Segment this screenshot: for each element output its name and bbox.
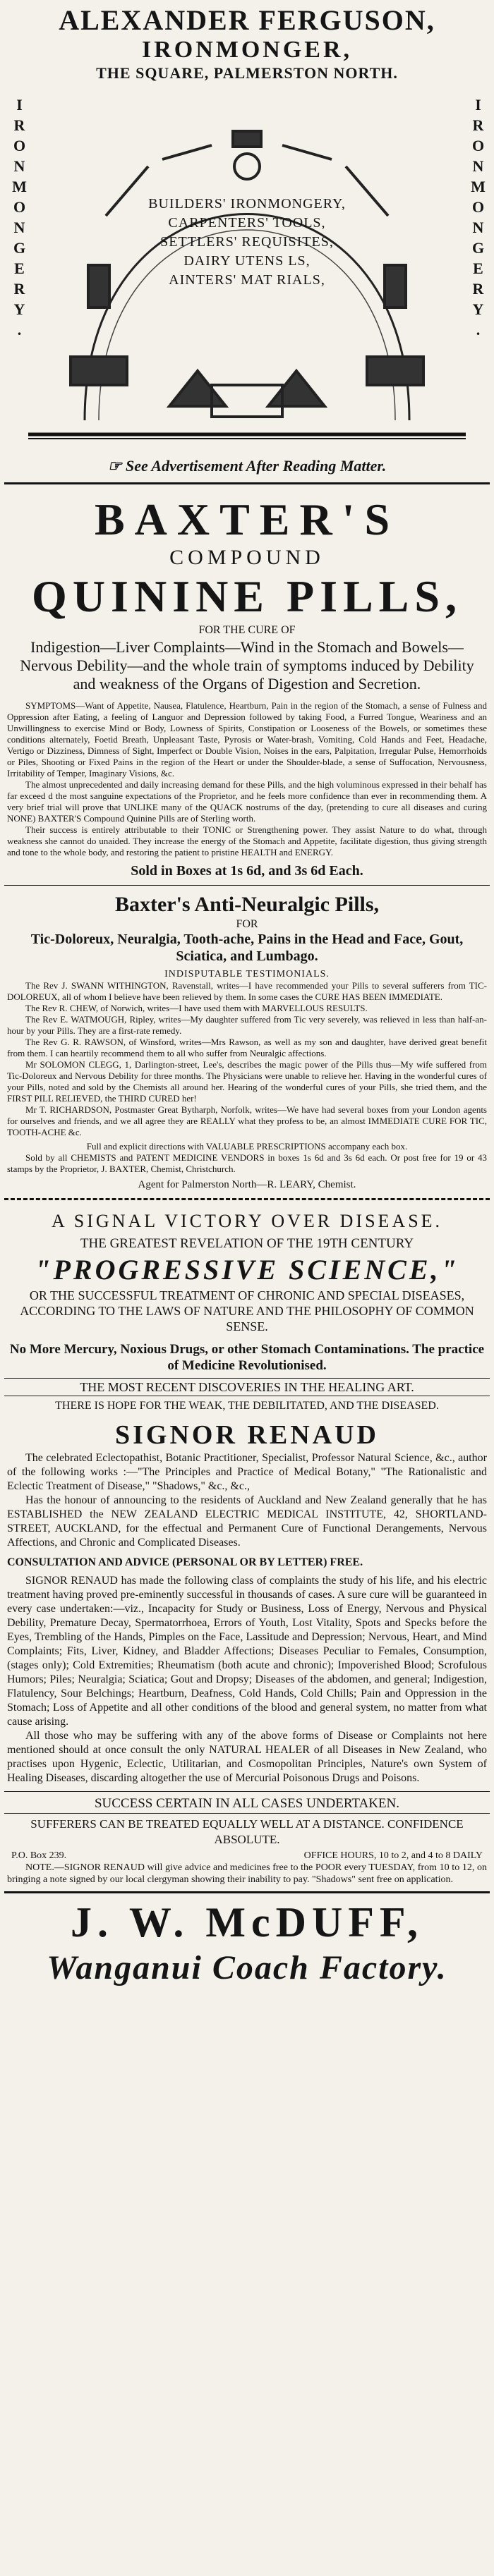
consultation: CONSULTATION AND ADVICE (PERSONAL OR BY LETTER) FREE. — [7, 1556, 363, 1568]
baxter-product: QUININE PILLS, — [32, 571, 462, 621]
most-recent-discoveries: THE MOST RECENT DISCOVERIES IN THE HEALING ART. — [4, 1378, 490, 1396]
renaud-all-those: All those who may be suffering with any of the above forms of Disease or Complaints not here mentioned should at once consult the only NATURAL HEALER of all Diseases in New Zealand, who practises upon Hygenic, Eclectic, Utilitarian, and Cosmopolitan Principles, Nature's own System of Healing Diseases, discarding altogether the use of Mercurial Poisonous Drugs and Poisons. — [7, 1730, 487, 1784]
progressive-science: "PROGRESSIVE SCIENCE," — [35, 1254, 459, 1286]
baxter-price: Sold in Boxes at 1s 6d, and 3s 6d Each. — [131, 863, 363, 879]
divider — [4, 1198, 490, 1200]
testimonial-item: The Rev R. CHEW, of Norwich, writes—I have used them with MARVELLOUS RESULTS. — [25, 1003, 368, 1013]
goods-line: AINTERS' MAT RIALS, — [169, 272, 325, 288]
ferguson-goods-list — [113, 195, 381, 290]
testimonial-item: The Rev J. SWANN WITHINGTON, Ravenstall, writes—I have recommended your Pills to several sufferers from TIC-DOLOREUX, all of whom I believe have been relieved by them. In some cases the CURE HAS BEEN IMMEDIATE. — [7, 980, 487, 1002]
goods-line: SETTLERS' REQUISITES, — [160, 234, 334, 250]
signor-renaud: SIGNOR RENAUD — [115, 1420, 379, 1450]
goods-line: BUILDERS' IRONMONGERY, — [148, 196, 346, 212]
baxter-para2: The almost unprecedented and daily increasing demand for these Pills, and the high voluminous expressed in their behalf has far exceed d the most sanguine expectations of the Proprietor, and he feels more confidence than ever in recommending them. A very brief trial will prove that UNLIKE many of the QUACK nostrums of the day, (pretending to cure all diseases and curing NONE) BAXTER'S Compound Quinine Pills are of Sterling worth. — [7, 779, 487, 824]
ferguson-side-right: IRONMONGERY. — [469, 96, 487, 341]
office-hours: OFFICE HOURS, 10 to 2, and 4 to 8 DAILY — [303, 1850, 483, 1861]
mcduff-name: J. W. McDUFF, — [70, 1899, 424, 1946]
goods-line: CARPENTERS' TOOLS, — [168, 215, 326, 231]
no-more-mercury: No More Mercury, Noxious Drugs, or other Stomach Contaminations. The practice of Medicine Revolutionised. — [9, 1342, 485, 1373]
signal-victory: A SIGNAL VICTORY OVER DISEASE. — [51, 1211, 443, 1231]
baxter-para3: Their success is entirely attributable to their TONIC or Strengthening power. They assist Nature to do what, through weakness she cannot do unaided. They increase the energy of the Stomach and Appetite, facilitate digestion, thus giving strength and tone to the whole body, and restoring the patient to pristine HEALTH and ENERGY. — [7, 824, 487, 857]
divider — [4, 482, 490, 484]
baxter-agent: Agent for Palmerston North—R. LEARY, Chemist. — [138, 1179, 356, 1190]
testimonials-list — [0, 980, 494, 1138]
renaud-advertisement — [0, 1210, 494, 1886]
ferguson-side-left: IRONMONGERY. — [11, 96, 28, 341]
see-line-text: See Advertisement After Reading Matter. — [125, 457, 387, 475]
hope-line: THERE IS HOPE FOR THE WEAK, THE DEBILITATED, AND THE DISEASED. — [55, 1400, 439, 1412]
ferguson-advertisement — [0, 4, 494, 477]
renaud-celebrated: The celebrated Eclectopathist, Botanic Practitioner, Specialist, Professor Natural Science, &c., author of the following works :—"The Principles and Practice of Medical Botany," "The Rationalistic and Eclectic Treatment of Disease," "Shadows," &c., &c., — [7, 1452, 487, 1492]
renaud-announce: Has the honour of announcing to the residents of Auckland and New Zealand generally that he has ESTABLISHED the NEW ZEALAND ELECTRIC MEDICAL INSTITUTE, 42, SHORTLAND-STREET, AUCKLAND, for the effectual and Permanent Cure of Functional Derangements, Nervous Affections, and Chronic and Complicated Diseases. — [7, 1494, 487, 1549]
testimonial-item: Mr SOLOMON CLEGG, 1, Darlington-street, Lee's, describes the magic power of the Pills thus—My wife suffered from Tic-Doloreux and Nervous Debility for three months. The Physicians were unable to relieve her. Having in the wonderful cures of your Pills, noted and sold by the Chemists all around her. Hearing of the wonderful cures of your Pills, she tried them, and the FIRST PILL RELIEVED, the THIRD CURED her! — [7, 1059, 487, 1104]
baxter-headline: Indigestion—Liver Complaints—Wind in the Stomach and Bowels—Nervous Debility—and the whole train of symptoms induced by Debility and weakness of the Organs of Digestion and Secretion. — [20, 638, 474, 692]
ferguson-illustration — [0, 89, 494, 456]
sufferers-line: SUFFERERS CAN BE TREATED EQUALLY WELL AT A DISTANCE. CONFIDENCE ABSOLUTE. — [30, 1817, 464, 1846]
anti-list: Tic-Doloreux, Neuralgia, Tooth-ache, Pains in the Head and Face, Gout, Sciatica, and Lumbago. — [30, 932, 464, 964]
ferguson-see-line — [0, 456, 494, 477]
testimonial-item: Mr T. RICHARDSON, Postmaster Great Bytharph, Norfolk, writes—We have had several boxes from your London agents for ourselves and friends, and we all agree they are REALLY what they profess to be, an almost IMMEDIATE CURE FOR TIC, TOOTH-ACHE &c. — [7, 1104, 487, 1137]
testimonials-heading: INDISPUTABLE TESTIMONIALS. — [164, 969, 330, 979]
testimonial-item: The Rev G. R. RAWSON, of Winsford, writes—Mrs Rawson, as well as my son and daughter, have derived great benefit from them. I can heartily recommend them to all who suffer from Neuralgic affections. — [7, 1037, 487, 1058]
ferguson-name: ALEXANDER FERGUSON, — [59, 4, 435, 36]
baxter-compound: COMPOUND — [169, 546, 325, 569]
sold-by: Sold by all CHEMISTS and PATENT MEDICINE VENDORS in boxes 1s 6d and 3s 6d each. Or post free for 19 or 43 stamps by the Proprietor, J. BAXTER, Chemist, Christchurch. — [7, 1152, 487, 1174]
success-certain: SUCCESS CERTAIN IN ALL CASES UNDERTAKEN. — [94, 1796, 400, 1811]
testimonial-item: The Rev E. WATMOUGH, Ripley, writes—My daughter suffered from Tic very severely, was relieved in less than half-an-hour by your Pills. They are a first-rate remedy. — [7, 1014, 487, 1036]
baxter-symptoms: SYMPTOMS—Want of Appetite, Nausea, Flatulence, Heartburn, Pain in the region of the Stomach, a sense of Fulness and Oppression after Eating, a feeling of Languor and Depression followed by taking Food, a Furred Tongue, Weariness and an Unwillingness to exercise Mind or Body, Lowness of Spirits, Constipation or Looseness of the Bowels, or sometimes these conditions alternately, Foetid Breath, Unpleasant Taste, Pyrosis or Water-brash, Vomiting, Cold Hands and Feet, Headache, Vertigo or Dizziness, Dimness of Sight, Imperfect or Double Vision, Noises in the ears, Palpitation, Irregular Pulse, Hemorrhoids or Piles, Shooting or Fixed Pains in the region of the Heart or under the Shoulder-blade, a sense of Suffocation, Nervousness, Irritability of Temper, Imaginary Visions, &c. — [7, 700, 487, 779]
greatest-revelation: THE GREATEST REVELATION OF THE 19TH CENTURY — [80, 1236, 414, 1251]
baxter-advertisement — [0, 494, 494, 1191]
ferguson-address: THE SQUARE, PALMERSTON NORTH. — [96, 64, 398, 82]
anti-for: FOR — [236, 918, 258, 930]
ferguson-trade: IRONMONGER, — [141, 37, 353, 63]
po-box: P.O. Box 239. — [11, 1850, 67, 1861]
pointing-hand-icon: ☞ — [107, 457, 126, 475]
baxter-title: BAXTER'S — [94, 494, 400, 544]
divider — [4, 1891, 490, 1893]
successful-treatment: OR THE SUCCESSFUL TREATMENT OF CHRONIC AND SPECIAL DISEASES, ACCORDING TO THE LAWS OF NATURE AND THE PHILOSOPHY OF COMMON SENSE. — [20, 1288, 474, 1333]
full-directions: Full and explicit directions with VALUABLE PRESCRIPTIONS accompany each box. — [86, 1141, 408, 1152]
anti-neuralgic-title: Baxter's Anti-Neuralgic Pills, — [114, 893, 380, 916]
mcduff-advertisement — [0, 1898, 494, 1989]
renaud-body: SIGNOR RENAUD has made the following class of complaints the study of his life, and his electric treatment having proved pre-eminently successful in thousands of cases. A sure cure will be guaranteed in every case undertaken:—viz., Incapacity for Study or Business, Loss of Energy, Nervous and Physical Debility, Premature Decay, Spermatorrhoea, Errors of Youth, Lost Vitality, Spots and Specks before the Eyes, Trembling of the Hands, Pimples on the Face, Lassitude and Depression; Nervous, Heart, and Mind Complaints; Fits, Liver, Kidney, and Bladder Affections; Diseases Peculiar to Females, Consumption, (stages only); Cold Extremities; Rheumatism (both acute and chronic); Impoverished Blood; Scrofulous Humors; Piles; Neuralgia; Sciatica; Gout and Dropsy; Diseases of the abdomen, and general; Indigestion, Flatulency, Sour Belchings; Heartburn, Deafness, Cold Hands, Cold Chills; Pain and Oppression in the Stomach; Loss of Appetite and all other conditions of the blood and general system, no matter from what cause arising. — [7, 1575, 487, 1728]
goods-line: DAIRY UTENS LS, — [183, 253, 311, 269]
wanganui-coach-factory: Wanganui Coach Factory. — [47, 1949, 447, 1986]
renaud-note: NOTE.—SIGNOR RENAUD will give advice and medicines free to the POOR every TUESDAY, from 10 to 12, on bringing a note signed by our local clergyman showing their inability to pay. "Shadows" sent free on application. — [7, 1862, 487, 1885]
office-info — [11, 1850, 483, 1862]
baxter-for-cure: FOR THE CURE OF — [198, 624, 296, 636]
